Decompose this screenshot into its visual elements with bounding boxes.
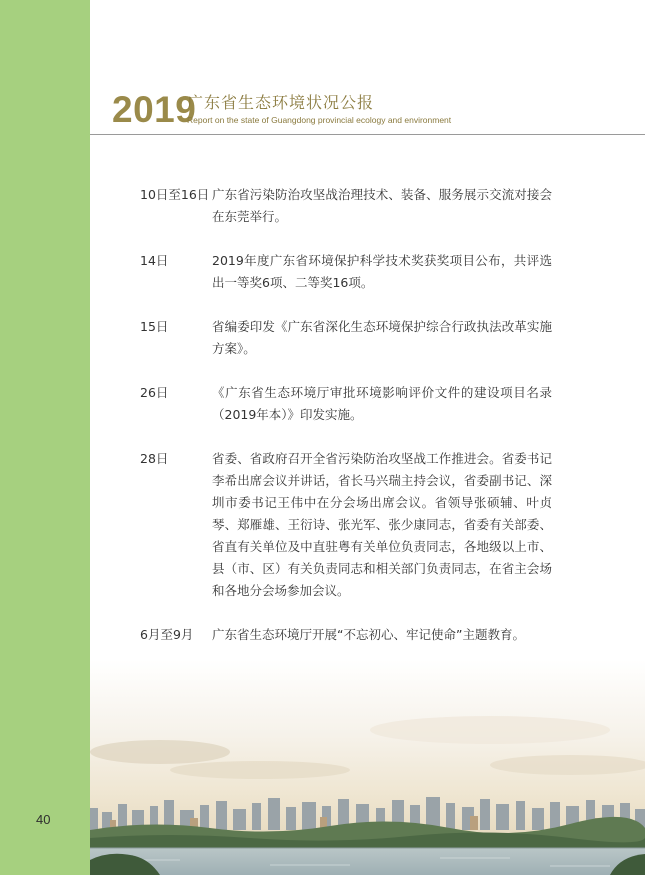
page-number: 40 (36, 812, 51, 827)
entry-date: 10日至16日 (140, 187, 210, 202)
entry-text: 2019年度广东省环境保护科学技术奖获奖项目公布，共评选出一等奖6项、二等奖16项。 (212, 253, 552, 290)
report-title-en: Report on the state of Guangdong provincial ecology and environment (187, 115, 452, 125)
chronicle-entry (140, 250, 552, 294)
chronicle-entry (140, 382, 552, 426)
header-divider (90, 134, 645, 135)
entry-date: 28日 (140, 451, 169, 466)
chronicle-entry (140, 184, 552, 228)
entry-date: 15日 (140, 319, 169, 334)
chronicle-entry (140, 624, 552, 646)
report-year: 2019 (112, 89, 197, 130)
report-title-cn: 广东省生态环境状况公报 (187, 93, 375, 112)
entry-date: 14日 (140, 253, 169, 268)
entry-date: 6月至9月 (140, 627, 194, 642)
entry-text: 广东省生态环境厅开展“不忘初心、牢记使命”主题教育。 (212, 627, 525, 642)
entry-text: 《广东省生态环境厅审批环境影响评价文件的建设项目名录（2019年本）》印发实施。 (212, 385, 552, 422)
entry-text: 省编委印发《广东省深化生态环境保护综合行政执法改革实施方案》。 (212, 319, 552, 356)
chronicle-entry (140, 448, 552, 602)
side-color-band (0, 0, 90, 875)
chronicle-entry (140, 316, 552, 360)
entry-text: 省委、省政府召开全省污染防治攻坚战工作推进会。省委书记李希出席会议并讲话，省长马兴瑞主持会议，省委副书记、深圳市委书记王伟中在分会场出席会议。省领导张硕辅、叶贞琴、郑雁雄、王衍诗、张光军、张少康同志，省委有关部委、省直有关单位及中直驻粤有关单位负责同志，各地级以上市、县（市、区）有关负责同志和相关部门负责同志，在省主会场和各地分会场参加会议。 (212, 451, 552, 598)
entry-text: 广东省污染防治攻坚战治理技术、装备、服务展示交流对接会在东莞举行。 (212, 187, 552, 224)
report-header (112, 90, 645, 134)
entry-date: 26日 (140, 385, 169, 400)
city-skyline-photo (90, 660, 645, 875)
